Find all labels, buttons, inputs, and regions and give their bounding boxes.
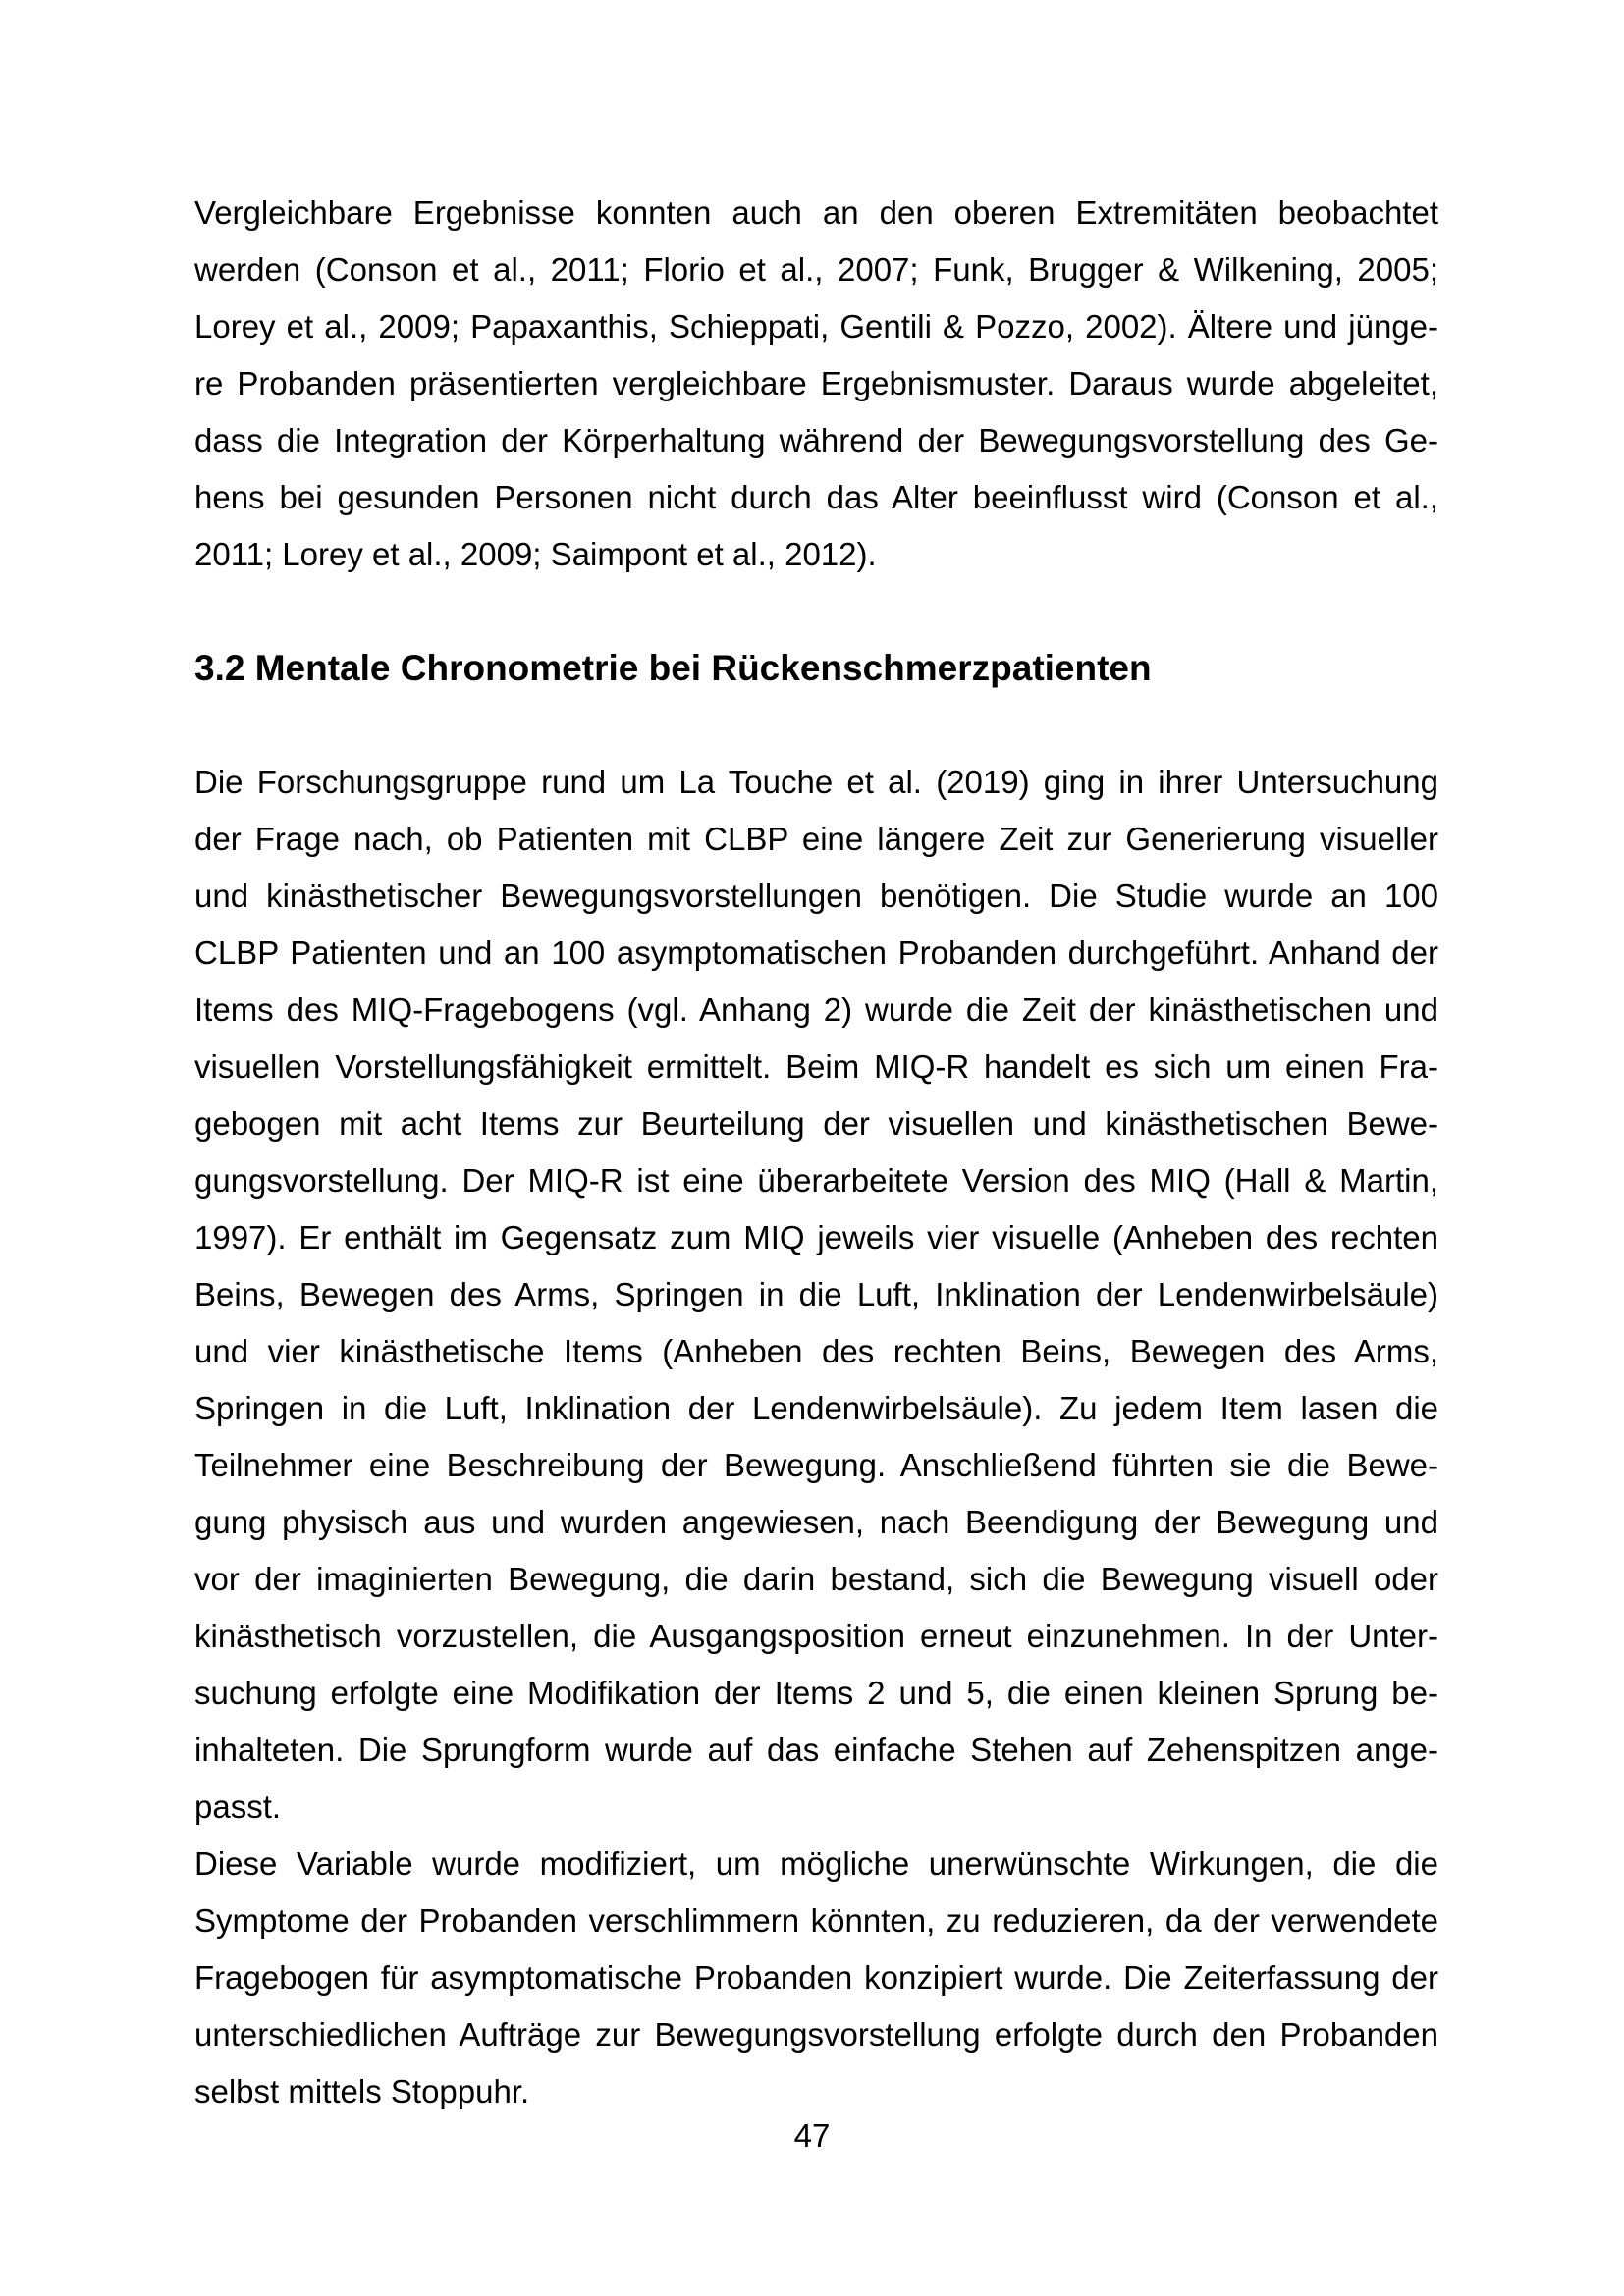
text-line: dass die Integration der Körperhaltung während der Bewegungsvorstellung des Ge- xyxy=(194,422,1438,458)
paragraph-comparable-results xyxy=(194,185,1438,583)
text-line: suchung erfolgte eine Modifikation der Items 2 und 5, die einen kleinen Sprung be- xyxy=(194,1675,1438,1711)
text-line: visuellen Vorstellungsfähigkeit ermittelt. Beim MIQ-R handelt es sich um einen Fra- xyxy=(194,1048,1438,1085)
text-line: Symptome der Probanden verschlimmern könnten, zu reduzieren, da der verwendete xyxy=(194,1902,1438,1939)
text-line: und vier kinästhetische Items (Anheben des rechten Beins, Bewegen des Arms, xyxy=(194,1333,1438,1369)
text-line: gebogen mit acht Items zur Beurteilung der visuellen und kinästhetischen Bewe- xyxy=(194,1105,1438,1142)
page-number: 47 xyxy=(793,2117,831,2154)
text-line: gungsvorstellung. Der MIQ-R ist eine überarbeitete Version des MIQ (Hall & Martin, xyxy=(194,1162,1438,1199)
text-line: und kinästhetischer Bewegungsvorstellungen benötigen. Die Studie wurde an 100 xyxy=(194,878,1438,914)
text-line: werden (Conson et al., 2011; Florio et al., 2007; Funk, Brugger & Wilkening, 2005; xyxy=(194,251,1438,288)
section-heading: 3.2 Mentale Chronometrie bei Rückenschmerzpatienten xyxy=(194,648,1152,688)
text-line: gung physisch aus und wurden angewiesen, nach Beendigung der Bewegung und xyxy=(194,1504,1438,1540)
text-line: Fragebogen für asymptomatische Probanden konzipiert wurde. Die Zeiterfassung der xyxy=(194,1959,1438,1996)
text-line: Beins, Bewegen des Arms, Springen in die Luft, Inklination der Lendenwirbelsäule) xyxy=(194,1276,1438,1312)
text-line: Springen in die Luft, Inklination der Lendenwirbelsäule). Zu jedem Item lasen die xyxy=(194,1390,1438,1426)
text-line: selbst mittels Stoppuhr. xyxy=(194,2073,530,2109)
text-line: hens bei gesunden Personen nicht durch das Alter beeinflusst wird (Conson et al., xyxy=(194,479,1438,515)
text-line: Diese Variable wurde modifiziert, um mögliche unerwünschte Wirkungen, die die xyxy=(194,1845,1438,1882)
text-line: vor der imaginierten Bewegung, die darin bestand, sich die Bewegung visuell oder xyxy=(194,1561,1438,1597)
text-line: kinästhetisch vorzustellen, die Ausgangsposition erneut einzunehmen. In der Unter- xyxy=(194,1618,1438,1654)
text-line: 2011; Lorey et al., 2009; Saimpont et al., 2012). xyxy=(194,536,877,572)
text-line: CLBP Patienten und an 100 asymptomatischen Probanden durchgeführt. Anhand der xyxy=(194,934,1438,971)
text-line: Lorey et al., 2009; Papaxanthis, Schieppati, Gentili & Pozzo, 2002). Ältere und jünge- xyxy=(194,308,1438,345)
text-line: re Probanden präsentierten vergleichbare Ergebnismuster. Daraus wurde abgeleitet, xyxy=(194,365,1438,401)
text-line: unterschiedlichen Aufträge zur Bewegungsvorstellung erfolgte durch den Probanden xyxy=(194,2016,1438,2053)
text-line: Die Forschungsgruppe rund um La Touche et al. (2019) ging in ihrer Untersuchung xyxy=(194,764,1438,800)
text-line: Items des MIQ-Fragebogens (vgl. Anhang 2) wurde die Zeit der kinästhetischen und xyxy=(194,991,1438,1028)
text-line: inhalteten. Die Sprungform wurde auf das einfache Stehen auf Zehenspitzen ange- xyxy=(194,1732,1438,1768)
page-content xyxy=(194,185,1438,2120)
paragraph-research-group xyxy=(194,754,1438,1836)
text-line: passt. xyxy=(194,1789,282,1825)
text-line: 1997). Er enthält im Gegensatz zum MIQ jeweils vier visuelle (Anheben des rechten xyxy=(194,1219,1438,1255)
paragraph-variable-modified xyxy=(194,1836,1438,2120)
text-line: Vergleichbare Ergebnisse konnten auch an den oberen Extremitäten beobachtet xyxy=(194,194,1438,231)
text-line: Teilnehmer eine Beschreibung der Bewegung. Anschließend führten sie die Bewe- xyxy=(194,1447,1438,1483)
text-line: der Frage nach, ob Patienten mit CLBP eine längere Zeit zur Generierung visueller xyxy=(194,821,1438,857)
